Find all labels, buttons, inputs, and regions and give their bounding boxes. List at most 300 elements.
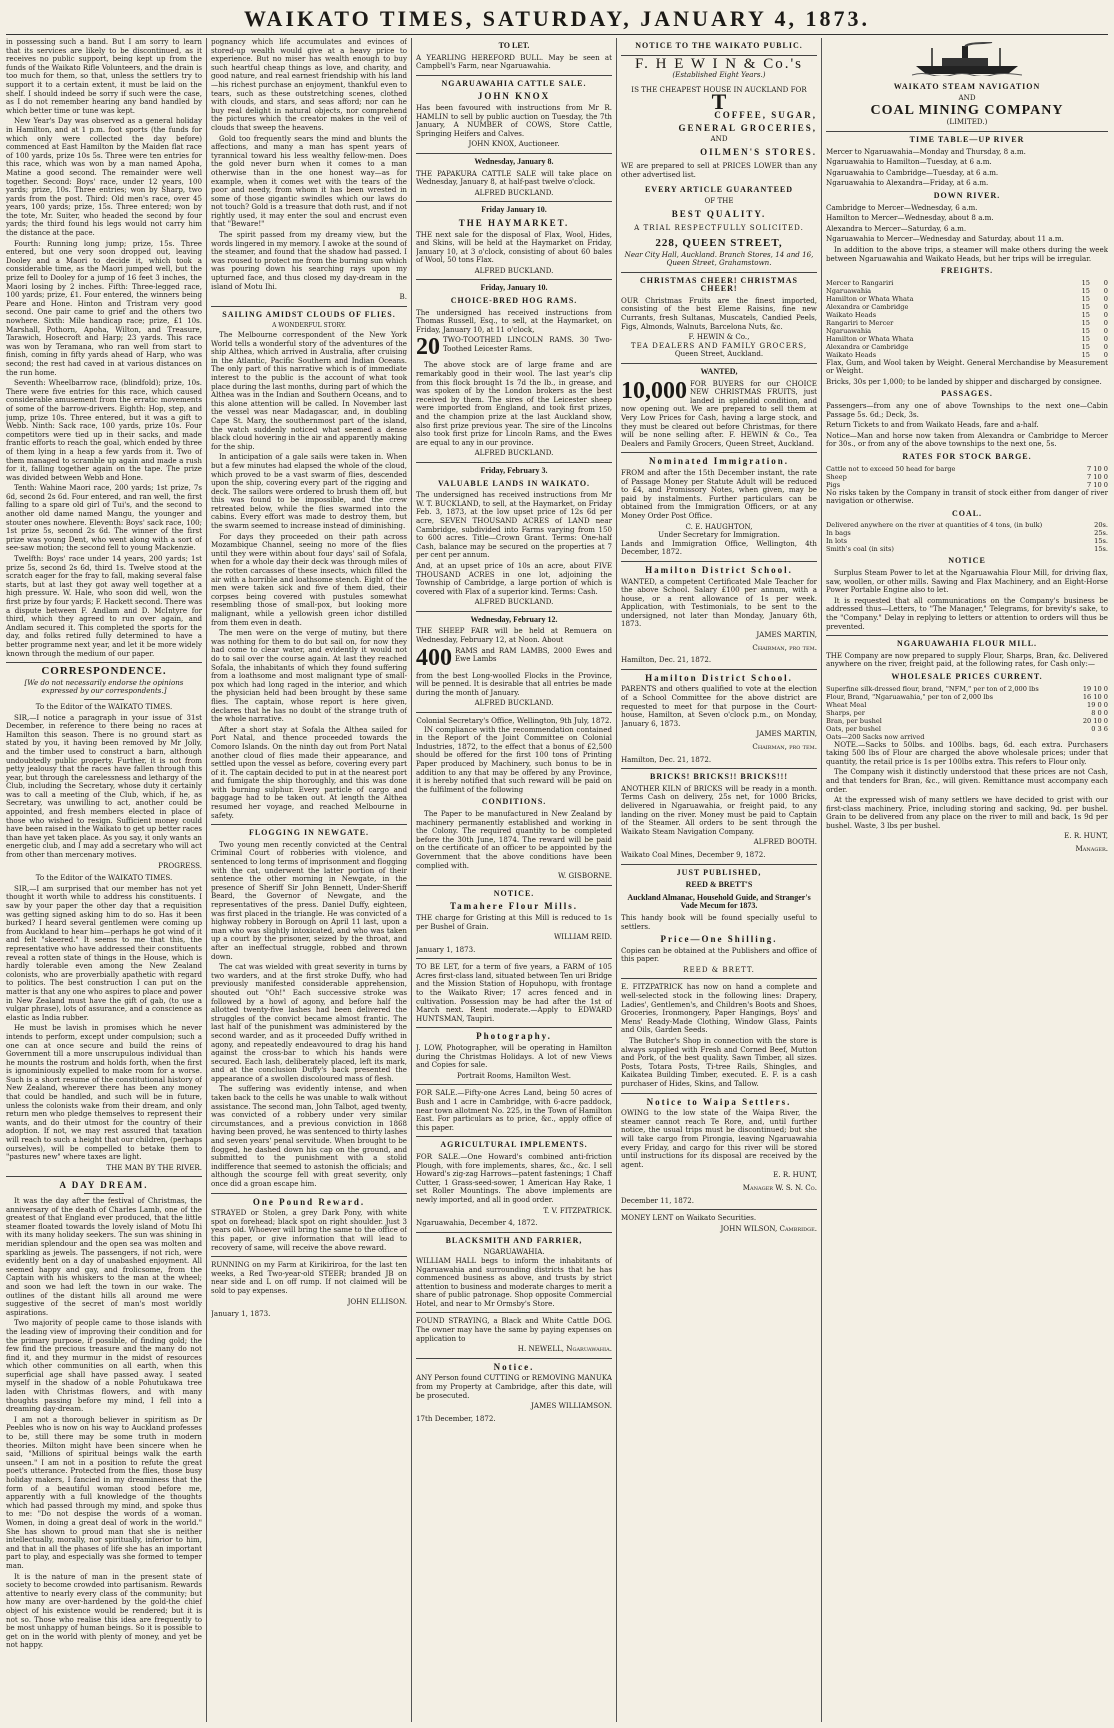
ad-text: Surplus Steam Power to let at the Ngaruawahia Flour Mill, for driving flax, saw, woollen, or other mills. Sawing and Flax Machinery, and an Eight-Horse Power Portable Engine also to let. — [826, 568, 1108, 595]
table-cell: Oats, per bushel — [826, 724, 882, 733]
table-cell: Mercer to Rangariri — [826, 278, 894, 287]
letter-text: He must be lavish in promises which he never intends to perform, except under compulsion; such a one can at once secure and build the reins of Government till a more unscrupulous individual than he mounts the rostrum and holds forth, when the first is ignominiously expelled to make room for a worse. Such is a short resume of the constitutional history of New Zealand, wherever there has been any money that could be handled, and such will be in future, unless the colonists wake from their dream, and only return men who pledge themselves to represent their wants, and do their utmost for the country of their adoption. If not, we may rest assured that taxation will reach to such a height that our children, (perhaps ourselves), will be compelled to betake them to "pastures new" where taxes are light. — [6, 1023, 202, 1162]
divider — [621, 1093, 817, 1094]
table-cell: Rangariri to Mercer — [826, 318, 894, 327]
table-cell: Alexandra or Cambridge — [826, 342, 909, 351]
ad-text: ANY Person found CUTTING or REMOVING MANUKA from my Property at Cambridge, after this date, will be prosecuted. — [416, 1373, 612, 1400]
ad-address: Portrait Rooms, Hamilton West. — [456, 1070, 572, 1080]
table-row — [826, 521, 1108, 529]
ad-heading: Auckland Almanac, Household Guide, and Stranger's Vade Mecum for 1873. — [627, 892, 811, 911]
ad-text: OUR Christmas Fruits are the finest imported, consisting of the best Eleme Raisins, fine new Currants, fresh Sultanas, Muscatels, Candied Peels, Figs, Almonds, Walnuts, Barcelona Nuts, &c. — [621, 295, 817, 331]
ad-lot — [621, 377, 817, 449]
table-row — [826, 287, 1108, 295]
ad-lot — [416, 644, 612, 671]
column-rule — [411, 38, 412, 1722]
lot-number: 400 — [416, 644, 452, 671]
table-cell: Sharps, per — [826, 708, 865, 717]
ad-heading: Hamilton District School. — [645, 672, 793, 683]
table-row — [826, 537, 1108, 545]
ad-text: FROM and after the 15th December instant, the rate of Passage Money per Statute Adult will be reduced to £4, and Promissory Notes, when given, may be paid by instalments. Further particulars can be obtained from the Immigration Officers, or at any Money Order Post Office. — [621, 467, 817, 520]
ad-signature: Chairman, pro tem. — [752, 742, 817, 751]
sale-date: Friday, January 10. — [480, 283, 548, 293]
divider — [416, 1312, 612, 1313]
sale-date: Friday, February 3. — [480, 465, 548, 475]
divider — [416, 1358, 612, 1359]
table-cell: 0 — [1103, 278, 1108, 287]
article-text: I am not a thorough believer in spiritism as Dr Peebles who is now on his way to Auckland professes to be, still there may be some truth in modern theories. Milton might have been sincere when he said, "Millions of spiritual beings walk the earth unseen." I am not in a position to refute the great poet's utterance. Protected from the flies, those busy holiday makers, I fancied in my dreaminess that the form of a beautiful woman stood before me, apparently with a full knowledge of the thoughts which had passed through my mind, and spoke thus to me: "Do not despise the words of a woman. Women, in doing a great deal of work in the world." She has shown to proud man that she is neither intellectually, morally, nor spiritually, inferior to him, and that in all the phases of life she has an important part to play, and especially was she formed to temper man. — [6, 1414, 202, 1570]
article-signature: B. — [399, 292, 407, 302]
divider — [416, 201, 612, 202]
article-text: Fourth: Running long jump; prize, 15s. Three entered, but one very soon dropped out, leaving Dooley and a Maori to decide it, which took a considerable time, as the Maori jumped well, but the prize fell to Dooley for a jump of 16 feet 3 inches, the Maori losing by 2 inches. Fifth: Three-legged race, 100 yards; prize, £1. Four entered, the winners being Peare and Hone. Hinton and Tristram very good second. One pair came to grief and the others two nowhere. Sixth: Mile handicap race; prize, £1 10s. Marshall, Pothorn, Apoha, Wilton, and Treasure, Tarawich, Hosecroft and Harp; 23 yards. This race was won by Teramana, who ran well from start to finish, coming in fifty yards ahead of Harp, who was second; the rest had caved in at various distances on the run home. — [6, 238, 202, 377]
divider — [621, 561, 817, 562]
table-row — [826, 311, 1108, 319]
ad-date: Hamilton, Dec. 21, 1872. — [621, 655, 712, 665]
ad-date: Hamilton, Dec. 21, 1872. — [621, 754, 712, 764]
divider — [621, 363, 817, 364]
timetable-row: Alexandra to Mercer—Saturday, 6 a.m. — [826, 223, 967, 233]
ad-text: MONEY LENT on Waikato Securities. — [621, 1213, 757, 1223]
ad-place: NGARUAWAHIA. — [483, 1247, 545, 1257]
ad-address: Queen Street, Auckland. — [674, 349, 764, 359]
table-cell: Ngaruawahia — [826, 326, 872, 335]
ad-heading: Notice. — [493, 1361, 535, 1372]
ad-lot — [416, 334, 612, 361]
timetable-up — [826, 148, 1108, 188]
table-cell: Pigs — [826, 480, 841, 489]
table-cell: 7 10 0 — [1087, 480, 1108, 489]
ad-text: The Butcher's Shop in connection with the store is always supplied with Fresh and Corned Beef, Mutton and Pork, of the best quality. Sawn Timber, all sizes. Posts, Totara Posts, Ti-tree Rails, Shingles, and Kaikatea Building Timber, executed. E. F. is a cash purchaser of Hides, Skins, and Tallow. — [621, 1036, 817, 1088]
divider — [826, 131, 1108, 132]
table-cell: 20s. — [1094, 521, 1108, 530]
ad-date: 17th December, 1872. — [416, 1413, 496, 1423]
table-cell: 15 — [1081, 342, 1090, 351]
table-cell: 15 — [1081, 310, 1090, 319]
ad-signature: TEA DEALERS AND FAMILY GROCERS, — [630, 340, 808, 350]
letter-heading: To the Editor of the WAIKATO TIMES. — [35, 873, 173, 883]
ad-signature: JAMES WILLIAMSON. — [531, 1401, 612, 1411]
table-cell: Smith's coal (in sits) — [826, 545, 894, 554]
ad-signature: JOHN ELLISON. — [347, 1296, 407, 1306]
ad-text: This handy book will be found specially useful to settlers. — [621, 912, 817, 931]
article-text: It is the nature of man in the present state of society to become crowded into partisanism. Rewards attentive to nearly every class of the community; but how many are over-hardened by the gold-the chief object of his existence would be rendered; but it is not so. Those who realise this idea are frequently to be most unhappy of human beings. So it is possible to get on in the world with plenty of money, and yet be not happy. — [6, 1571, 202, 1650]
sale-date: Friday January 10. — [481, 205, 547, 215]
divider — [621, 1209, 817, 1210]
table-cell: 0 — [1103, 342, 1108, 351]
table-cell: 7 10 0 — [1087, 464, 1108, 473]
table-row — [826, 473, 1108, 481]
article-text: The suffering was evidently intense, and when taken back to the cells he was unable to walk without assistance. The second man, John Talbot, aged twenty, was convicted of a robbery under very similar circumstances, and a previous conviction in 1868 having been proved, he was sentenced to thirty lashes and seven years' penal servitude. When brought to be flogged, he dashed down his cap on the ground, and submitted to the punishment with a stolid indifference that seemed to astonish the officials; and although the scourge fell with great severity, only once did a groan escape him. — [211, 1084, 407, 1188]
ad-heading: AGRICULTURAL IMPLEMENTS. — [440, 1140, 588, 1150]
ad-text: NOTE.—Sacks to 50lbs. and 100lbs. bags, 6d. each extra. Purchasers taking 500 lbs of Flour are charged the above wholesale prices; under that quantity, the retail price is 1s per 100lbs extra. This refers to Flour only. — [826, 739, 1108, 766]
divider — [6, 662, 202, 663]
table-cell: 15 — [1081, 278, 1090, 287]
divider — [621, 669, 817, 670]
table-cell: Superfine silk-dressed flour, brand, "NFM," per ton of 2,000 lbs — [826, 684, 1039, 693]
table-cell: Waikato Heads — [826, 310, 877, 319]
ad-heading: Hamilton District School. — [645, 564, 793, 575]
ad-heading: BRICKS! BRICKS!! BRICKS!!! — [649, 772, 788, 782]
steamer-illustration — [826, 42, 1108, 79]
ad-heading: BLACKSMITH AND FARRIER, — [445, 1235, 583, 1245]
article-text: Two young men recently convicted at the Central Criminal Court of robberies with violence, and sentenced to long terms of imprisonment and flogging with the cat, underwent the latter portion of their sentence the other morning in Newgate, in the presence of Sheriff Sir John Bennett, Under-Sheriff Beard, the Governor of Newgate, and the representatives of the press. Daniel Duffy, eighteen, was first placed in the triangle. He was convicted of a highway robbery in Borough on April 11 last, upon a man who was slightly intoxicated, and who was taken up a court by the prisoner, seized by the throat, and after an ineffectual struggle, robbed and thrown down. — [211, 839, 407, 961]
table-cell: In bags — [826, 529, 851, 538]
letter-text: SIR,—I am surprised that our member has not yet thought it worth while to address his constituents. I saw by your paper the other day that a requisition was getting signed asking him to do so. Has it been burked? I heard several gentlemen were coming up from Auckland to hear him—perhaps he got wind of it and felt "skeered." It seems to me that this, the representative who have addressed their constituents reveal a rotten state of things in the House, which is hardly tolerable even among the New Zealand colonists, who are proverbially apathetic with regard to politics. The best construction I can put on the matter is that any one who aspires to place and power in New Zealand must have the gift of gab, (to use a vulgar phrase), lots of assurance, and a conscience as elastic as India rubber. — [6, 883, 202, 1022]
company-ltd: (LIMITED.) — [946, 117, 988, 127]
ad-text: Return Tickets to and from Waikato Heads, fare and a-half. — [826, 420, 1039, 430]
ad-signature: F. HEWIN & Co., — [688, 332, 750, 342]
ad-signature: ALFRED BUCKLAND. — [474, 265, 554, 275]
section-heading: FLOGGING IN NEWGATE. — [248, 828, 370, 838]
ad-heading: JUST PUBLISHED, — [676, 867, 762, 877]
ad-signature: H. NEWELL, Ngaruawahia. — [517, 1344, 612, 1354]
divider — [621, 768, 817, 769]
table-cell: 0 — [1103, 310, 1108, 319]
table-cell: 19 0 0 — [1087, 700, 1108, 709]
ad-signature: E. R. HUNT, — [1064, 831, 1108, 841]
company-name: COAL MINING COMPANY — [870, 102, 1064, 118]
masthead: WAIKATO TIMES, SATURDAY, JANUARY 4, 1873. — [243, 6, 871, 31]
ad-text: Has been favoured with instructions from Mr R. HAMLIN to sell by public auction on Tuesday, the 7th January, A NUMBER of COWS, Store Cattle, Springing Heifers and Calves. — [416, 102, 612, 138]
ad-text: Flax, Gum, and Wool taken by Weight. General Merchandise by Measurement or Weight. — [826, 357, 1108, 376]
table-cell: Sheep — [826, 472, 847, 481]
ad-heading: Nominated Immigration. — [649, 456, 789, 467]
table-row — [826, 693, 1108, 701]
table-cell: 0 — [1103, 334, 1108, 343]
ad-heading: One Pound Reward. — [252, 1196, 366, 1207]
ad-text: Copies can be obtained at the Publishers and office of this paper. — [621, 945, 817, 964]
table-cell: 15 — [1081, 294, 1090, 303]
company-and: AND — [958, 93, 976, 103]
ad-signature: ALFRED BUCKLAND. — [474, 187, 554, 197]
ad-signature: Manager. — [1075, 844, 1108, 854]
ad-line: OILMEN'S STORES. — [700, 146, 817, 157]
table-cell: 15 — [1081, 318, 1090, 327]
ad-date: Lands and Immigration Office, Wellington, 4th December, 1872. — [621, 538, 817, 557]
table-row — [826, 545, 1108, 553]
table-row — [826, 465, 1108, 473]
ad-address: 228, QUEEN STREET, — [655, 236, 783, 249]
timetable-row: Hamilton to Mercer—Wednesday, about 8 a.m. — [826, 213, 994, 223]
timetable-row: Ngaruawahia to Mercer—Wednesday and Saturday, about 11 a.m. — [826, 234, 1064, 244]
ad-date: December 11, 1872. — [621, 1195, 695, 1205]
article-text: pognancy which life accumulates and evinces of stored-up wealth would give at a heavy price to experience. But no miser has wealth enough to buy such heartful cheap things as love, and charity, and good nature, and real earnest friendship with his land—his richest purchase an enjoyment, thankful even to tears, such as these outstretching scenes, clothed with clouds, and stars, and seas afford; nor can he buy real delight in natural objects, nor comprehend the pictures which the creator makes in the veil of clouds that sweep the heavens. — [211, 38, 407, 132]
ad-line: OF THE — [704, 196, 734, 206]
table-row — [826, 335, 1108, 343]
ad-address: Near City Hall, Auckland. Branch Stores, 14 and 16, Queen Street, Grahamstown. — [624, 249, 814, 268]
divider — [416, 1084, 612, 1085]
table-cell: Waikato Heads — [826, 350, 877, 359]
article-text: Tenth: Wahine Maori race, 200 yards; 1st prize, 7s 6d, second 2s 6d. Four entered, and ran well, the first falling to a spare old girl of Tui's, and the second to another old dame named Mangu, the younger and stouter ones nowhere. Eleventh: Boys' sack race, 100; 1st prize 5s, second 2s 6d. The winner of the first prize was young Dent, who went along with a sort of see-saw motion; the second fell to young Mackenzie. — [6, 483, 202, 553]
ad-signature: JOHN KNOX, Auctioneer. — [468, 139, 560, 149]
ad-text: Notice—Man and horse now taken from Alexandra or Cambridge to Mercer for 30s., or from any of the above townships to the next one, 5s. — [826, 430, 1108, 449]
column-2 — [211, 38, 407, 1722]
ad-text: FOR SALE.—Fifty-one Acres Land, being 50 acres of Bush and 1 acre in Cambridge, with 6-acre paddock, near town allotment No. 225, in the Town of Hamilton East. For particulars as to price, &c., apply office of this paper. — [416, 1088, 612, 1132]
article-text: in possessing such a band. But I am sorry to learn that its services are likely to be discontinued, as it receives no public support, being kept up from the funds of the Waikato Rifle Volunteers, and the drain is too much for them, so that, unless the settlers try to support it to a certain extent, it must be laid on the shelf. I should indeed be sorry if such were the case, as I do not remember hearing any band handled by which better time or tune was kept. — [6, 38, 202, 115]
ad-text: THE SHEEP FAIR will be held at Remuera on Wednesday, February 12, at Noon. About — [416, 626, 612, 645]
table-row — [826, 717, 1108, 725]
divider — [416, 1232, 612, 1233]
table-cell: 15 — [1081, 334, 1090, 343]
ad-heading: THE HAYMARKET. — [458, 217, 570, 228]
mill-heading: NGARUAWAHIA FLOUR MILL. — [896, 639, 1038, 649]
divider — [621, 864, 817, 865]
article-text: Seventh: Wheelbarrow race, (blindfold); prize, 10s. There were five entries for this race, which caused considerable amusement from the erratic movements of some of the barrow-drivers. Eighth: Hop, step, and jump, prize 10s. Three entered, but it was a gift to Webb. Ninth: Sack race, 100 yards, prize 10s. Four competitors were tied up in their sacks, and made frantic efforts to reach the goal, which ended by three of them lying in a heap a few yards from it. Two of them managed to scramble up again and made a rush for it, falling together again on the tape. The prize was divided between Webb and Hone. — [6, 378, 202, 482]
table-cell: 15 — [1081, 302, 1090, 311]
table-cell: Flour, Brand, "Ngaruawahia," per ton of 2,000 lbs — [826, 692, 994, 701]
ad-text: It is requested that all communications on the Company's business be addressed thus—Letters, to "The Manager," Telegrams, for brevity's sake, to the "Company." Delay in replying to letters or attention to orders will thus be prevented. — [826, 595, 1108, 631]
table-cell: Hamilton or Whata Whata — [826, 334, 914, 343]
ad-line: GENERAL GROCERIES, — [678, 122, 817, 133]
ad-heading: Notice to Waipa Settlers. — [646, 1096, 792, 1107]
article-text: The Melbourne correspondent of the New York World tells a wonderful story of the adventures of the ship Althea, which arrived in Australia, after cruising in the Atlantic, Pacific Southern and Indian Oceans. The only part of this narrative which is of immediate interest to the public is the account of what took place during the last months, during part of which the Althea was in the Indian and Southern Oceans, and to this alone attention will be called. In November last the vessel was near Madagascar, and, in doubling Cape St. Mary, the southernmost part of the island, the watch suddenly noticed what seemed a dense black cloud hovering in the air and apparently making for the ship. — [211, 330, 407, 451]
divider — [84, 699, 124, 700]
table-row — [826, 701, 1108, 709]
column-rule — [616, 38, 617, 1722]
lot-text: TWO-TOOTHED LINCOLN RAMS. 30 Two-Toothed Leicester Rams. — [443, 335, 612, 354]
divider — [416, 279, 612, 280]
table-row — [826, 725, 1108, 733]
letter-heading: To the Editor of the WAIKATO TIMES. — [35, 701, 173, 711]
ad-line: AND — [710, 134, 728, 144]
table-cell: Oats—200 Sacks now arrived — [826, 732, 925, 741]
article-text: For days they proceeded on their path across Mozambique Channel, seeing no more of the flies until they were within about four days' sail of Sofala, when for a whole day their deck was through miles of the rotten carcasses of these insects, which filled the air with a horrible and loathsome stench. Eight of the men were taken sick and five of them died, their corpses being covered with pustules somewhat resembling those of small-pox, but looking more malignant, while a yellowish green ichor distilled from them even in death. — [211, 531, 407, 627]
lot-text: FOR BUYERS for our CHOICE NEW CHRISTMAS FRUITS, just landed in splendid condition, and now opening out. We are prepared to sell them at Very Low Prices for Cash, having a large stock, and they must be cleared out before Christmas, for there will be none selling after. F. HEWIN & Co., Tea Dealers and Family Grocers, Queen Street, Auckland. — [621, 378, 817, 448]
divider — [6, 1176, 202, 1177]
divider — [416, 712, 612, 713]
divider — [621, 452, 817, 453]
lot-number: 10,000 — [621, 377, 687, 404]
timetable-down — [826, 204, 1108, 244]
timetable-row: Ngaruawahia to Hamilton—Tuesday, at 6 a.m. — [826, 157, 992, 167]
ad-text: THE charge for Gristing at this Mill is reduced to 1s per Bushel of Grain. — [416, 912, 612, 931]
ad-signature: WILLIAM REID. — [554, 932, 612, 942]
rates-table — [826, 465, 1108, 489]
ad-heading: REED & BRETT'S — [685, 880, 753, 890]
ad-signature: T. V. FITZPATRICK. — [543, 1205, 612, 1215]
table-cell: 16 10 0 — [1082, 692, 1108, 701]
table-cell: 0 3 6 — [1091, 724, 1108, 733]
ad-signature: ALFRED BUCKLAND. — [474, 698, 554, 708]
table-cell: 0 — [1103, 286, 1108, 295]
ad-heading: CHOICE-BRED HOG RAMS. — [450, 296, 578, 306]
ad-heading: NGARUAWAHIA CATTLE SALE. — [441, 78, 587, 88]
notice-subheading: CONDITIONS. — [481, 797, 547, 807]
article-text: It was the day after the festival of Christmas, the anniversary of the death of Charles Lamb, one of the greatest of that England ever produced, that the little steamer floated towards the lovely island of Motu Ihi with its many holiday seekers. The sun was shining in meridian splendour and the open sea was molten and sparkling as jewels. The passengers, if not rich, were evidently bent on a day of unabashed enjoyment. All seemed happy and gay, and frolicsome, from the Captain with his whiskers to the man at the wheel; and soon we had left the town in our wake. The outlines of the distant hills all around me were suggestive of the secret of man's most worldly aspirations. — [6, 1196, 202, 1317]
table-row — [826, 343, 1108, 351]
lot-text: RAMS and RAM LAMBS, 2000 Ewes and Ewe Lambs — [455, 645, 612, 664]
ad-text: THE PAPAKURA CATTLE SALE will take place on Wednesday, January 8, at half-past twelve o'clock. — [416, 168, 612, 187]
divider — [84, 1193, 124, 1194]
sale-date: Wednesday, February 12. — [470, 614, 558, 624]
rates-heading: RATES FOR STOCK BARGE. — [902, 452, 1032, 462]
section-heading: CORRESPONDENCE. — [41, 665, 167, 678]
ad-signature: Manager W. S. N. Co. — [742, 1182, 817, 1192]
ad-heading: TO LET. — [498, 41, 530, 50]
ad-text: PARENTS and others qualified to vote at the election of a School Committee for the above district are requested to meet for that purpose in the Court-house, Hamilton, at Seven o'clock p.m., on Monday, January 6, 1873. — [621, 684, 817, 728]
article-text: Twelfth: Boys' race under 14 years, 200 yards; 1st prize 5s, second 2s 6d, third 1s. Twelve stood at the scratch eager for the fray to fall, making several false starts, but at last they got away well together at a high pressure. W. Hale, who soon did well, won the first prize by four yards; F. Hackett second. There was a dispute between F. Andlam and D. McIntyre for third, which they agreed to run over again, and Andlam secured it. This completed the sports for the day, and folks retired fully determined to have a better programme next year, and let it be more widely known through the medium of our paper. — [6, 554, 202, 658]
divider — [416, 885, 612, 886]
table-cell: Hamilton or Whata Whata — [826, 294, 914, 303]
column-5 — [826, 38, 1108, 1722]
ad-text: FOUND STRAYING, a Black and White Cattle DOG. The owner may have the same by paying expenses on application to — [416, 1316, 612, 1343]
ad-signature: REED & BRETT. — [683, 964, 755, 974]
table-row — [826, 279, 1108, 287]
section-heading: SAILING AMIDST CLOUDS OF FLIES. — [222, 309, 396, 319]
ad-text: Bricks, 30s per 1,000; to be landed by shipper and discharged by consignee. — [826, 376, 1102, 386]
est-line: (Established Eight Years.) — [672, 70, 766, 80]
prices-table — [826, 685, 1108, 741]
ad-line: EVERY ARTICLE GUARANTEED — [644, 184, 794, 194]
notice-text: The Paper to be manufactured in New Zealand by machinery permanently established and working in the Colony. The required quantity to be completed before the 30th June, 1874. The reward will be paid on the certificate of an officer to be appointed by the Government that the above conditions have been complied with. — [416, 808, 612, 870]
table-row — [826, 529, 1108, 537]
ad-text: from the best Long-woolled Flocks in the Province, will be penned. It is desirable that all entries be made during the month of January. — [416, 670, 612, 697]
ad-heading: CHRISTMAS CHEER! CHRISTMAS CHEER! — [639, 275, 799, 294]
divider — [621, 272, 817, 273]
ad-text: At the expressed wish of many settlers we have decided to grist with our first-class machinery. Price, including storing and sacking, 9d. per bushel. Grain to be delivered from any place on the river to mill and back, 1s 9d per bushel. Waste, 3 lbs per bushel. — [826, 795, 1108, 830]
divider — [416, 958, 612, 959]
ad-signature: Under Secretary for Immigration. — [658, 530, 780, 540]
ad-text: The above stock are of large frame and are remarkably good in their wool. The last year's clip from this flock brought 1s 7d the lb., in grease, and was spoken of by the London brokers as the best received by them. The sires of the Leicester sheep were imported from England, and took first prizes, and the champion prize at the last Auckland show, also first prize previous year. The sire of the Lincolns also took first prize for Lincoln Rams, and the Ewes are equal to any in our province. — [416, 360, 612, 447]
ad-text: OWING to the low state of the Waipa River, the steamer cannot reach Te Rore, and, until further notice, the usual trips must be discontinued; but she will take cargo from Pirongia, leaving Ngaruawahia every Friday, and cargo for this river will be stored until instructions for its disposal are received by the agent. — [621, 1108, 817, 1169]
ad-text: WANTED, a competent Certificated Male Teacher for the above School. Salary £100 per annum, with a house, or a rent allowance of 1s per week. Application, with Testimonials, to be sent to the undersigned, not later than Monday, January 6th, 1873. — [621, 576, 817, 629]
article-text: The men were on the verge of mutiny, but there was nothing for them to do but sail on, for now they had come to clear water, and evidently it would not do to sail over the course again. At last they reached Sofala, the inhabitants of which they found suffering from a loathsome and most malignant type of small-pox which had long raged in the interior, and which the physician held had been brought by these same flies. The captain, whose report is here given, declares that he has no doubt of the strange truth of the whole narrative. — [211, 628, 407, 724]
ad-text: No risks taken by the Company in transit of stock either from danger of river navigation or otherwise. — [826, 487, 1108, 506]
passages-heading: PASSAGES. — [941, 389, 993, 399]
auctioneer-name: JOHN KNOX — [477, 91, 551, 102]
section-subheading: A WONDERFUL STORY. — [272, 322, 346, 330]
table-row — [826, 295, 1108, 303]
disclaimer: [We do not necessarily endorse the opinions expressed by our correspondents.] — [24, 677, 184, 696]
divider — [826, 635, 1108, 636]
timetable-row: Ngaruawahia to Cambridge—Tuesday, at 6 a.m. — [826, 167, 999, 177]
timetable-row: Cambridge to Mercer—Wednesday, 6 a.m. — [826, 202, 978, 212]
table-cell: 8 0 0 — [1091, 708, 1108, 717]
ad-text: TO BE LET, for a term of five years, a FARM of 105 Acres first-class land, situated between Ten uri Bridge and the Mission Station of Hopuhopu, with frontage to the Waikato River; 17 acres fenced and in cultivation. Possession may be had after the 1st of March next. Rent moderate.—Apply to EDWARD HUNTSMAN, Taupiri. — [416, 962, 612, 1023]
table-cell: Bran, per bushel — [826, 716, 882, 725]
timetable-heading: TIME TABLE—UP RIVER — [909, 134, 1025, 144]
divider — [211, 306, 407, 307]
divider — [416, 75, 612, 76]
ad-signature: JAMES MARTIN, — [756, 729, 817, 739]
table-row — [826, 709, 1108, 717]
ad-text: FOR SALE.—One Howard's combined anti-friction Plough, with fore implements, shares, &c., &c. I sell Howard's zig-zag Harrows—patent fastenings; 1 Chaff Cutter, 1 Grass-seed-sower, 1 American Hay Rake, 1 set Roller Mountings. The above implements are newly imported, and all in good order. — [416, 1151, 612, 1204]
ad-heading: VALUABLE LANDS IN WAIKATO. — [437, 478, 591, 488]
tea-initial: T — [711, 89, 727, 115]
ad-text: And, at an upset price of 10s an acre, about FIVE THOUSAND ACRES in one lot, adjoining the Township of Cambridge, a large portion of which is covered with Flax of a superior kind. Terms: Cash. — [416, 560, 612, 596]
ad-signature: JOHN WILSON, Cambridge. — [720, 1223, 817, 1233]
ad-date: January 1, 1873. — [416, 944, 476, 954]
ad-heading: NOTICE TO THE WAIKATO PUBLIC. — [635, 41, 803, 50]
coal-table — [826, 521, 1108, 553]
divider — [416, 153, 612, 154]
table-cell: Alexandra or Cambridge — [826, 302, 909, 311]
ad-text: THE Company are now prepared to supply Flour, Sharps, Bran, &c. Delivered anywhere on the river, freight paid, at the following rates, for Cash only:— — [826, 650, 1108, 669]
article-text: New Year's Day was observed as a general holiday in Hamilton, and at 1 p.m. foot sports (the funds for which only were collected the day before) commenced at East Hamilton by the Maiden flat race of 100 yards, prize 10s 5s. Three were ten entries for this race, which was won by a man named Apoha, Matine a good second. The remainder were well together. Second: Boys' race, under 12 years, 100 yards; prize, 10s. Three entries; won by Sharp, two yards from the post. Third: Old men's race, over 45 years, 100 yards; prize, 15s. Three entered; won by the tote, Mr. Suiter, who headed the second by four yards; the third found his legs would not carry him the distance at the pace. — [6, 116, 202, 238]
ad-text: THE next sale for the disposal of Flax, Wool, Hides, and Skins, will be held at the Haymarket on Friday, January 10, at 3 o'clock, consisting of about 60 bales of Wool, 50 tons Flax. — [416, 229, 612, 265]
notice-office: Colonial Secretary's Office, Wellington, 9th July, 1872. — [416, 716, 612, 726]
divider — [416, 611, 612, 612]
coal-heading: COAL. — [951, 508, 983, 518]
table-cell: Ngaruawahia — [826, 286, 872, 295]
ad-signature: C. E. HAUGHTON, — [685, 521, 753, 531]
table-cell: 15 — [1081, 326, 1090, 335]
column-rule — [821, 38, 822, 1722]
ad-text: J. LOW, Photographer, will be operating in Hamilton during the Christmas Holidays. A lot of new Views and Copies for sale. — [416, 1043, 612, 1070]
table-cell: Delivered anywhere on the river at quantities of 4 tons, (in bulk) — [826, 521, 1043, 530]
ad-signature: E. R. HUNT, — [773, 1170, 817, 1180]
steamer-icon — [912, 42, 1022, 76]
article-text: Two majority of people came to those islands with the leading view of improving their condition and for the primary purpose, if possible, of finding gold; the few find the precious treasure and the many do not find it, and they murmur in the midst of resources which other communities on all earth, when this superficial age shall have passed away. I seated myself in the shadow of a noble Pohutukawa tree laden with Christmas flowers, and with many thoughts passing before my mind, I fell into a dreaming day-dream. — [6, 1318, 202, 1414]
article-text: After a short stay at Sofala the Althea sailed for Port Natal, and thence proceeded towards the Comoro Islands. On the ninth day out from Port Natal another cloud of flies made their appearance, and settled upon the vessel as before, covering every part of it. The captain decided to put in at the nearest port and fumigate the ship thoroughly, and this was done with burning sulphur. Every particle of cargo and baggage had to be taken out. At length the Althea resumed her voyage, and reached Melbourne in safety. — [211, 724, 407, 820]
ad-text: The undersigned has received instructions from Thomas Russell, Esq., to sell, at the Haymarket, on Friday, January 10, at 11 o'clock, — [416, 307, 612, 334]
ad-date: Waikato Coal Mines, December 9, 1872. — [621, 849, 766, 859]
ad-text: RUNNING on my Farm at Kirikiriroa, for the last ten weeks, a Red Two-year-old STEER; branded JB on near side and L on off rump. If not claimed will be sold to pay expenses. — [211, 1260, 407, 1295]
ad-signature: Chairman, pro tem. — [752, 642, 817, 652]
table-row — [826, 319, 1108, 327]
ad-text: IS THE CHEAPEST HOUSE IN AUCKLAND FOR — [631, 84, 807, 94]
article-text: The cat was wielded with great severity in turns by two warders, and at the first stroke Duffy, who had previously manifested considerable apprehension, shouted out "Oh!" Each successive stroke was followed by a howl of agony, and before half the allotted twenty-five lashes had been delivered the struggles of the convict became almost frantic. The last half of the punishment was administered by the second warder, and as it proceeded Duffy writhed in agony, and repeatedly endeavoured to drag his hand against the cross-bar to which his hands were secured. Each lash, deliberately placed, left its mark, and at the conclusion Duffy's back presented the appearance of a swollen discoloured mass of flesh. — [211, 962, 407, 1083]
table-row — [826, 327, 1108, 335]
ad-line: A TRIAL RESPECTFULLY SOLICITED. — [634, 223, 804, 233]
table-cell: 25s. — [1094, 529, 1108, 538]
freights-heading: FREIGHTS. — [940, 266, 994, 276]
divider — [211, 824, 407, 825]
ad-heading: Price—One Shilling. — [660, 934, 778, 945]
freights-table — [826, 279, 1108, 359]
divider — [211, 1193, 407, 1194]
article-text: Gold too frequently sears the mind and blunts the affections, and many a man has spent years of tyrannical toward his less wealthy fellow-men. Does the gold never burn when it comes to a man otherwise than in the one honest way—as for example, when it comes wet with the tears of the poor and needy, from whom it has been wrested in some of those gigantic swindles which our laws do not touch? Gold is a treasure that doth rust, and if not rightly used, it may enter the soul and encrust even that "Beware!" — [211, 133, 407, 229]
ad-signature: ALFRED BUCKLAND. — [474, 597, 554, 607]
column-rule — [206, 38, 207, 1722]
timetable-row: Ngaruawahia to Alexandra—Friday, at 6 a.m. — [826, 178, 989, 188]
table-cell: 15s. — [1094, 537, 1108, 546]
article-text: The spirit passed from my dreamy view, but the words lingered in my memory. I awoke at the sound of the steamer, and found that the shadow had passed. I was roused to protect me from the burning sun which was pouring down his searching rays upon my upturned face, and thus closed my day-dream in the island of Motu Ihi. — [211, 230, 407, 291]
ad-heading: Tamahere Flour Mills. — [449, 901, 579, 912]
ad-signature: JAMES MARTIN, — [756, 630, 817, 640]
table-cell: 15 — [1081, 350, 1090, 359]
ad-heading: WANTED, — [700, 367, 738, 377]
prices-heading: WHOLESALE PRICES CURRENT. — [891, 671, 1043, 681]
table-row — [826, 685, 1108, 693]
divider — [416, 1136, 612, 1137]
masthead-rule — [6, 34, 1108, 35]
table-cell: 0 — [1103, 318, 1108, 327]
company-name: WAIKATO STEAM NAVIGATION — [893, 81, 1041, 91]
article-text: In anticipation of a gale sails were taken in. When but a few minutes had elapsed the whole of the cloud, which proved to be a vast swarm of flies, descended upon the ship, covering every part of the rigging and deck. The sailors were ordered to brush them off, but this was found to be impossible, and the crew retreated below, while the flies swarmed into the cabins. Every effort was made to destroy them, but the swarm seemed to increase instead of diminishing. — [211, 452, 407, 531]
ad-text: A YEARLING HEREFORD BULL. May be seen at Campbell's Farm, near Ngaruawahia. — [416, 52, 612, 71]
letter-text: SIR,—I notice a paragraph in your issue of 31st December, in reference to there being no races at Hamilton this season. There is no ground start as stated by you, it having been removed by Mr Jolly, and the timber used to construct a barn, although undoubtedly public property. Further, it is not from petty jealousy that the races have fallen through this year, but through the carelessness and lethargy of the Club, including the Secretary, whose duty it certainly was to call a meeting of the Club, which, if he, as Secretary, was unwilling to act, another could be appointed, and fresh members elected in place of those who wished to resign. Sufficient money could have been raised in the Waikato to get up better races than have yet taken place. As you say, it only wants an energetic club, and I may add a secretary who will act from other than mercenary motives. — [6, 712, 202, 860]
sale-date: Wednesday, January 8. — [474, 156, 554, 166]
notice-heading: NOTICE — [948, 556, 986, 566]
ad-text: ANOTHER KILN of BRICKS will be ready in a month. Terms Cash on delivery, 25s net, for 1000 Bricks, delivered in Ngaruawahia, or freight paid, to any landing on the river. Money must be paid to Captain of the Steamer. All orders to be sent through the Waikato Steam Navigation Company. — [621, 783, 817, 836]
ad-text: WE are prepared to sell at PRICES LOWER than any other advertised list. — [621, 161, 817, 179]
divider — [211, 1256, 407, 1257]
table-cell: 0 — [1103, 326, 1108, 335]
letter-signature: PROGRESS. — [158, 860, 202, 870]
ad-text: E. FITZPATRICK has now on hand a complete and well-selected stock in the following lines: Drapery, Ladies', Gentlemen's, and Children's Boots and Shoes, Groceries, Ironmongery, Paper Hangings, Boys' and Mens' Ready-Made Clothing, Window Glass, Paints and Oils, Garden Seeds. — [621, 982, 817, 1035]
table-cell: 0 — [1103, 302, 1108, 311]
ad-date: January 1, 1873. — [211, 1309, 271, 1319]
ad-text: The undersigned has received instructions from Mr W. T. BUCKLAND, to sell, at the Haymarket, on Friday Feb. 3, 1873, at the low upset price of 12s 6d per acre, SEVEN THOUSAND ACRES of LAND near Cambridge, subdivided into Farms varying from 150 to 600 acres. Title—Crown Grant. Terms: One-half Cash, balance may be secured on the properties at 7 per cent per annum. — [416, 490, 612, 560]
table-cell: In lots — [826, 537, 848, 546]
section-heading: A DAY DREAM. — [59, 1180, 149, 1191]
ad-text: The Company wish it distinctly understood that these prices are not Cash, and that tenders for Bran, &c., will given. Remittance must accompany each order. — [826, 767, 1108, 794]
divider — [621, 978, 817, 979]
ad-signature: ALFRED BUCKLAND. — [474, 448, 554, 458]
table-cell: Wheat Meal — [826, 700, 867, 709]
table-row — [826, 303, 1108, 311]
ad-line: COFFEE, SUGAR, — [714, 109, 817, 120]
